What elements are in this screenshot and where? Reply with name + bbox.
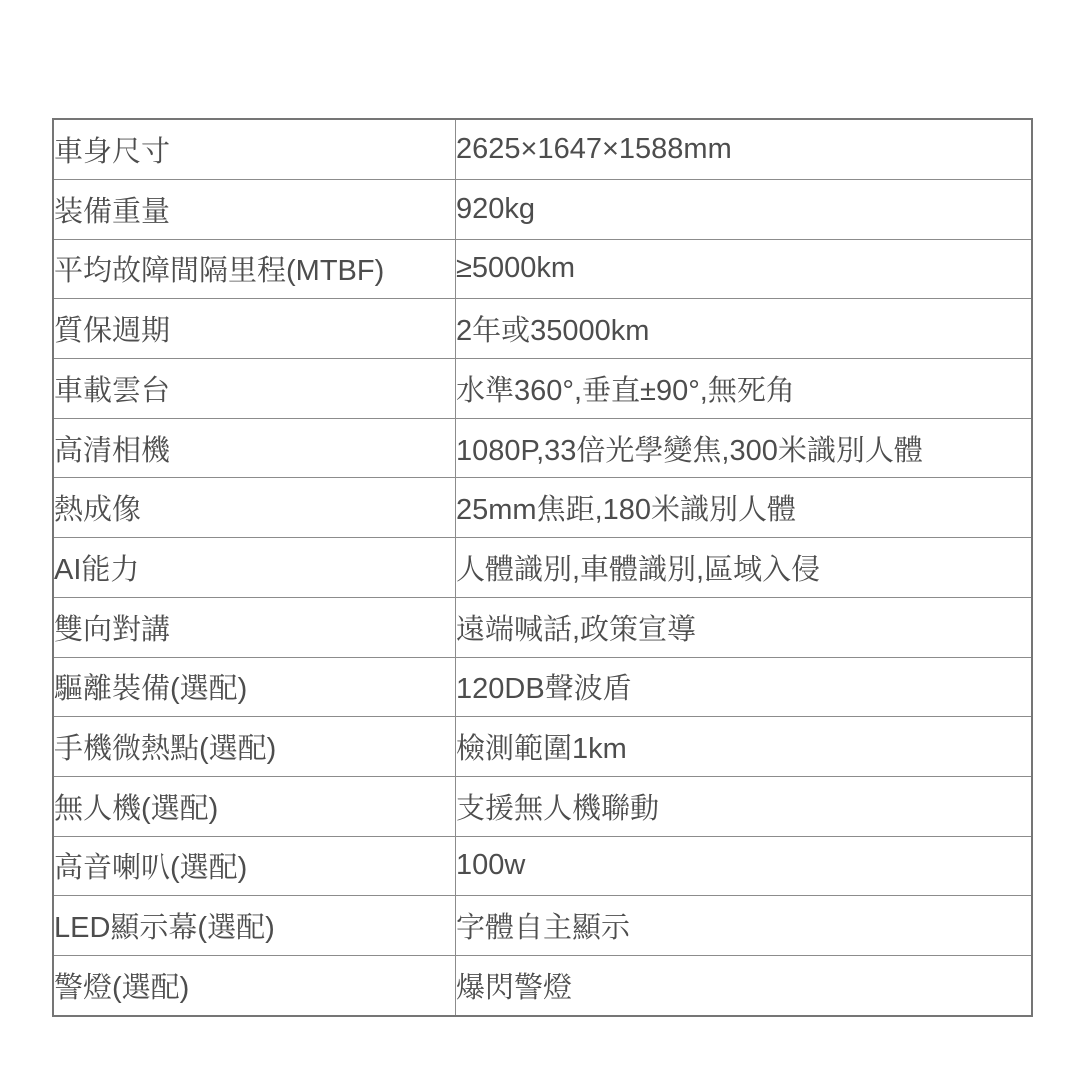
table-row bbox=[53, 956, 1032, 1016]
spec-label: 警燈(選配) bbox=[53, 956, 456, 1016]
spec-value: 遠端喊話,政策宣導 bbox=[456, 597, 1033, 657]
table-row bbox=[53, 776, 1032, 836]
spec-value: 920kg bbox=[456, 179, 1033, 239]
spec-value: 25mm焦距,180米識別人體 bbox=[456, 478, 1033, 538]
table-row bbox=[53, 418, 1032, 478]
table-row bbox=[53, 657, 1032, 717]
table-row bbox=[53, 299, 1032, 359]
table-row bbox=[53, 179, 1032, 239]
spec-value: 100w bbox=[456, 836, 1033, 896]
spec-table-body bbox=[53, 119, 1032, 1016]
table-row bbox=[53, 896, 1032, 956]
spec-value: 1080P,33倍光學變焦,300米識別人體 bbox=[456, 418, 1033, 478]
spec-value: 人體識別,車體識別,區域入侵 bbox=[456, 538, 1033, 598]
table-row bbox=[53, 119, 1032, 179]
spec-label: AI能力 bbox=[53, 538, 456, 598]
table-row bbox=[53, 538, 1032, 598]
table-row bbox=[53, 717, 1032, 777]
table-row bbox=[53, 836, 1032, 896]
spec-value: 120DB聲波盾 bbox=[456, 657, 1033, 717]
table-row bbox=[53, 239, 1032, 299]
spec-label: 雙向對講 bbox=[53, 597, 456, 657]
spec-value: 爆閃警燈 bbox=[456, 956, 1033, 1016]
spec-value: 2625×1647×1588mm bbox=[456, 119, 1033, 179]
spec-label: 質保週期 bbox=[53, 299, 456, 359]
spec-label: 手機微熱點(選配) bbox=[53, 717, 456, 777]
spec-value: 2年或35000km bbox=[456, 299, 1033, 359]
table-row bbox=[53, 597, 1032, 657]
spec-label: 無人機(選配) bbox=[53, 776, 456, 836]
spec-label: 熱成像 bbox=[53, 478, 456, 538]
spec-label: 平均故障間隔里程(MTBF) bbox=[53, 239, 456, 299]
spec-label: 驅離裝備(選配) bbox=[53, 657, 456, 717]
table-row bbox=[53, 359, 1032, 419]
spec-value: 檢測範圍1km bbox=[456, 717, 1033, 777]
spec-label: LED顯示幕(選配) bbox=[53, 896, 456, 956]
spec-label: 車載雲台 bbox=[53, 359, 456, 419]
spec-value: 支援無人機聯動 bbox=[456, 776, 1033, 836]
table-row bbox=[53, 478, 1032, 538]
spec-table bbox=[52, 118, 1033, 1017]
spec-value: 水準360°,垂直±90°,無死角 bbox=[456, 359, 1033, 419]
spec-value: ≥5000km bbox=[456, 239, 1033, 299]
spec-label: 高音喇叭(選配) bbox=[53, 836, 456, 896]
spec-label: 車身尺寸 bbox=[53, 119, 456, 179]
spec-label: 高清相機 bbox=[53, 418, 456, 478]
spec-label: 装備重量 bbox=[53, 179, 456, 239]
spec-value: 字體自主顯示 bbox=[456, 896, 1033, 956]
